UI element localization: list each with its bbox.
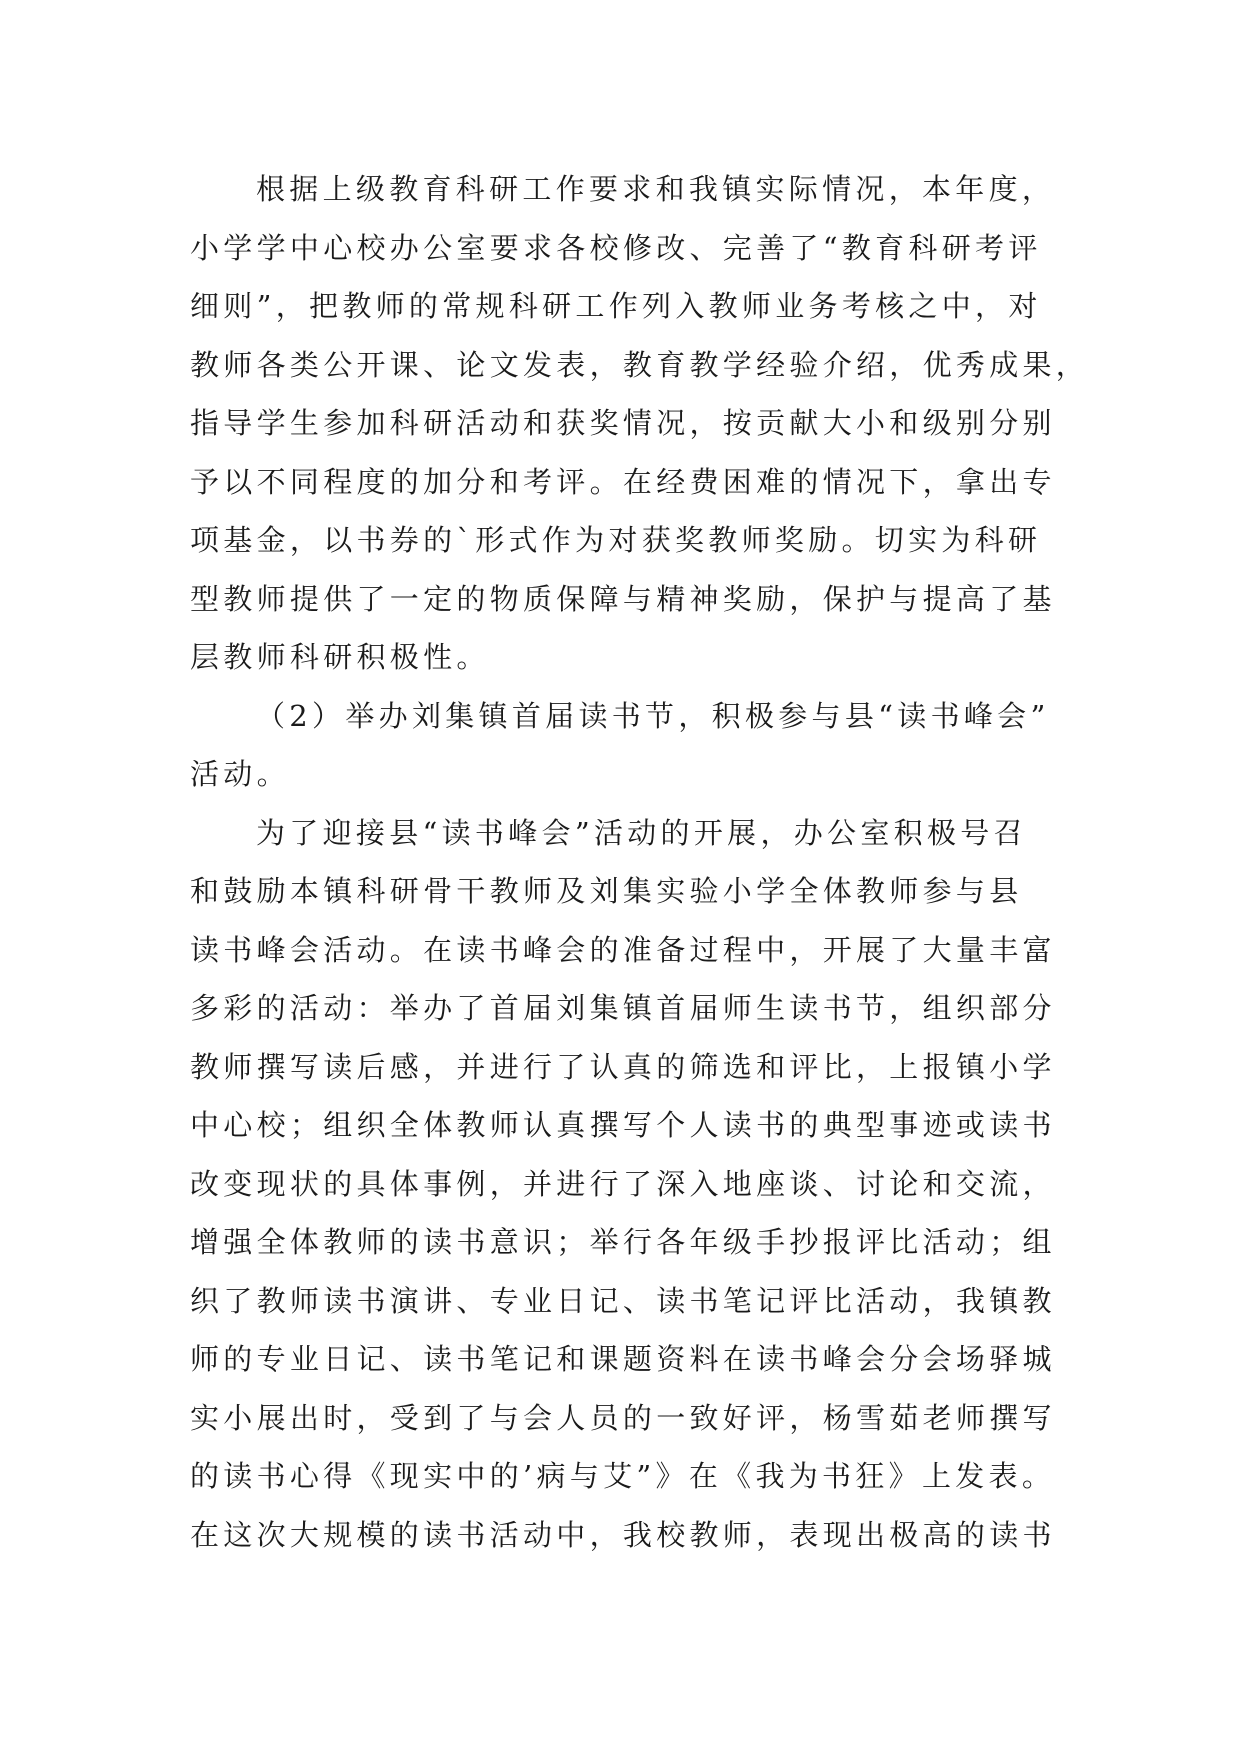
text-line: 增强全体教师的读书意识；举行各年级手抄报评比活动；组 xyxy=(190,1225,1056,1259)
text-line: 织了教师读书演讲、专业日记、读书笔记评比活动，我镇教 xyxy=(190,1283,1056,1318)
document-body xyxy=(190,160,1090,1564)
text-line: 中心校；组织全体教师认真撰写个人读书的典型事迹或读书 xyxy=(190,1108,1056,1142)
text-line: 读书峰会活动。在读书峰会的准备过程中，开展了大量丰富 xyxy=(190,932,1056,967)
text-line: 在这次大规模的读书活动中，我校教师，表现出极高的读书 xyxy=(190,1517,1056,1552)
text-line: 的读书心得《现实中的’病与艾”》在《我为书狂》上发表。 xyxy=(190,1459,1056,1493)
paragraph-reading-summit xyxy=(190,804,1070,1565)
text-line: 和鼓励本镇科研骨干教师及刘集实验小学全体教师参与县 xyxy=(190,874,1023,908)
text-line: 改变现状的具体事例，并进行了深入地座谈、讨论和交流， xyxy=(190,1166,1056,1201)
text-line: 指导学生参加科研活动和获奖情况，按贡献大小和级别分别 xyxy=(190,406,1056,440)
text-line: 型教师提供了一定的物质保障与精神奖励，保护与提高了基 xyxy=(190,581,1056,616)
text-line: 项基金，以书券的`形式作为对获奖教师奖励。切实为科研 xyxy=(190,523,1042,557)
text-line: 予以不同程度的加分和考评。在经费困难的情况下，拿出专 xyxy=(190,464,1056,499)
heading-line: （2）举办刘集镇首届读书节，积极参与县“读书峰会” xyxy=(256,698,1050,733)
text-line: 多彩的活动：举办了首届刘集镇首届师生读书节，组织部分 xyxy=(190,991,1056,1025)
heading-line: 活动。 xyxy=(190,757,290,791)
paragraph-research-evaluation xyxy=(190,160,1090,687)
text-line: 教师撰写读后感，并进行了认真的筛选和评比，上报镇小学 xyxy=(190,1049,1056,1084)
text-line: 实小展出时，受到了与会人员的一致好评，杨雪茹老师撰写 xyxy=(190,1400,1056,1435)
text-line: 细则”，把教师的常规科研工作列入教师业务考核之中，对 xyxy=(190,289,1042,323)
text-line: 为了迎接县“读书峰会”活动的开展，办公室积极号召 xyxy=(256,815,1027,850)
text-line: 根据上级教育科研工作要求和我镇实际情况，本年度， xyxy=(256,172,1056,206)
text-line: 师的专业日记、读书笔记和课题资料在读书峰会分会场驿城 xyxy=(190,1342,1056,1376)
text-line: 教师各类公开课、论文发表，教育教学经验介绍，优秀成果， xyxy=(190,347,1090,382)
text-line: 层教师科研积极性。 xyxy=(190,640,490,674)
text-line: 小学学中心校办公室要求各校修改、完善了“教育科研考评 xyxy=(190,230,1042,265)
section-heading-reading-festival xyxy=(190,687,1070,804)
